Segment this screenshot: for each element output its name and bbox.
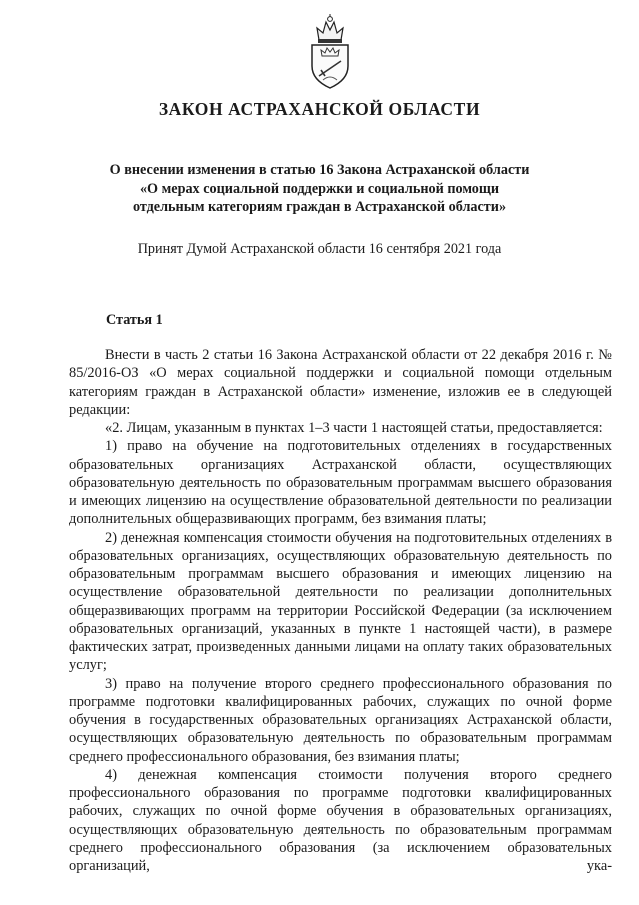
- subject-line: отдельным категориям граждан в Астраханской области»: [132, 199, 507, 215]
- subject-line: «О мерах социальной поддержки и социальной помощи: [139, 180, 500, 197]
- paragraph: 2) денежная компенсация стоимости обучения на подготовительных отделениях в образовательных организациях, осуществляющих образовательную деятельность по образовательным программам высшего образования и имеющих лицензию на осуществление образовательной деятельности по реализации дополнительных общеразвивающих программ на территории Российской Федерации (за исключением образовательных организаций, указанных в пункте 1 настоящей части), в размере фактических затрат, произведенных данными лицами на оплату таких образовательных услуг;: [69, 529, 612, 674]
- subject-line: О внесении изменения в статью 16 Закона Астраханской области: [109, 162, 530, 178]
- paragraph: 3) право на получение второго среднего профессионального образования по программе подготовки квалифицированных рабочих, служащих по очной форме обучения в государственных образовательных организациях Астраханской области, осуществляющих образовательную деятельность по образовательным программам среднего профессионального образования, без взимания платы;: [69, 675, 612, 765]
- coat-of-arms-icon: [303, 14, 357, 90]
- paragraph: 1) право на обучение на подготовительных отделениях в государственных образовательных организациях Астраханской области, осуществляющих образовательную деятельность по образовательным программам высшего образования и имеющих лицензию на осуществление образовательной деятельности по реализации дополнительных общеразвивающих программ, без взимания платы;: [69, 438, 612, 528]
- paragraph: Внести в часть 2 статьи 16 Закона Астраханской области от 22 декабря 2016 г. № 85/2016-ОЗ «О мерах социальной поддержки и социальной помощи отдельным категориям граждан в Астраханской области» изменение, изложив ее в следующей редакции:: [69, 347, 612, 418]
- law-subject: [60, 161, 579, 217]
- article-heading: Статья 1: [106, 312, 163, 328]
- article-body: [69, 346, 612, 875]
- adoption-statement: Принят Думой Астраханской области 16 сентября 2021 года: [137, 241, 502, 257]
- paragraph: «2. Лицам, указанным в пунктах 1–3 части 1 настоящей статьи, предоставляется:: [105, 420, 603, 436]
- law-title: ЗАКОН АСТРАХАНСКОЙ ОБЛАСТИ: [158, 99, 481, 119]
- paragraph: 4) денежная компенсация стоимости получения второго среднего профессионального образования по программе подготовки квалифицированных рабочих, служащих по очной форме обучения в образовательных организациях, осуществляющих образовательную деятельность по образовательным программам среднего профессионального образования (за исключением образовательных организаций, ука-: [69, 766, 612, 874]
